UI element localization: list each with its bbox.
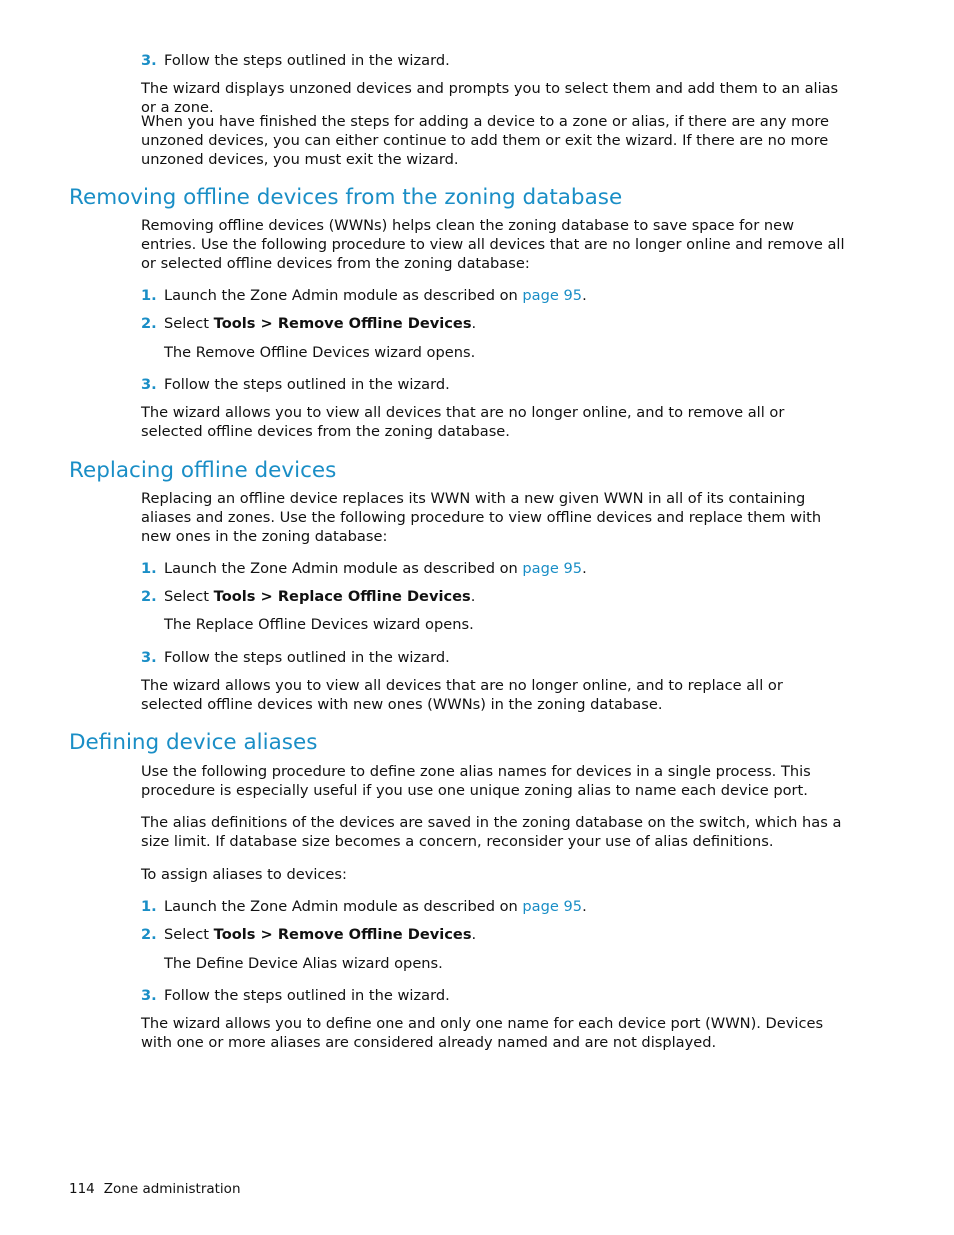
section-title-removing: Removing offline devices from the zoning database: [69, 185, 623, 210]
step-text: Launch the Zone Admin module as described on page 95.: [164, 560, 587, 577]
step-text: Launch the Zone Admin module as described on page 95.: [164, 898, 587, 915]
footer-section-title: Zone administration: [103, 1181, 241, 1197]
step-text: Select Tools > Remove Offline Devices.: [164, 926, 477, 943]
step-number: 1.: [141, 898, 157, 915]
section-title-replacing: Replacing offline devices: [69, 458, 337, 483]
menu-path: Tools > Remove Offline Devices: [213, 926, 472, 943]
page-link[interactable]: page 95: [522, 898, 583, 915]
step-text: Follow the steps outlined in the wizard.: [164, 52, 450, 69]
step-text: Follow the steps outlined in the wizard.: [164, 987, 450, 1004]
removing-note: The Remove Offline Devices wizard opens.: [164, 344, 476, 361]
aliases-paragraph-1: Use the following procedure to define zone alias names for devices in a single process. This procedure is especially useful if you use one unique zoning alias to name each device port.: [141, 763, 811, 799]
step-text: Follow the steps outlined in the wizard.: [164, 376, 450, 393]
replacing-intro: Replacing an offline device replaces its WWN with a new given WWN in all of its containing aliases and zones. Use the following procedure to view offline devices and replace them with new ones in the zoning database:: [141, 490, 822, 545]
aliases-outro: The wizard allows you to define one and only one name for each device port (WWN). Devices with one or more aliases are considered already named and are not displayed.: [141, 1015, 824, 1051]
page-link[interactable]: page 95: [522, 560, 583, 577]
aliases-paragraph-2: The alias definitions of the devices are saved in the zoning database on the switch, which has a size limit. If database size becomes a concern, reconsider your use of alias definitions.: [141, 814, 842, 850]
step-number: 2.: [141, 588, 157, 605]
step-text: Select Tools > Replace Offline Devices.: [164, 588, 476, 605]
replacing-note: The Replace Offline Devices wizard opens.: [164, 616, 474, 633]
step-number: 2.: [141, 926, 157, 943]
step-number: 3.: [141, 649, 157, 666]
replacing-outro: The wizard allows you to view all devices that are no longer online, and to replace all or selected offline devices with new ones (WWNs) in the zoning database.: [141, 677, 783, 713]
menu-path: Tools > Replace Offline Devices: [213, 588, 471, 605]
intro-paragraph-2: When you have finished the steps for adding a device to a zone or alias, if there are any more unzoned devices, you can either continue to add them or exit the wizard. If there are no more unzoned devices, you must exit the wizard.: [141, 113, 829, 168]
page-footer: [69, 1180, 241, 1198]
step-number: 3.: [141, 52, 157, 69]
aliases-paragraph-3: To assign aliases to devices:: [141, 866, 347, 883]
intro-paragraph-1: The wizard displays unzoned devices and prompts you to select them and add them to an alias or a zone.: [141, 80, 839, 116]
step-number: 3.: [141, 987, 157, 1004]
step-number: 1.: [141, 287, 157, 304]
step-text: Follow the steps outlined in the wizard.: [164, 649, 450, 666]
step-text: Select Tools > Remove Offline Devices.: [164, 315, 477, 332]
step-text: Launch the Zone Admin module as described on page 95.: [164, 287, 587, 304]
aliases-note: The Define Device Alias wizard opens.: [164, 955, 443, 972]
page-number: 114: [69, 1181, 95, 1197]
page-link[interactable]: page 95: [522, 287, 583, 304]
removing-intro: Removing offline devices (WWNs) helps clean the zoning database to save space for new entries. Use the following procedure to view all devices that are no longer online and remove all or selected offline devices from the zoning database:: [141, 217, 845, 272]
step-number: 2.: [141, 315, 157, 332]
step-number: 1.: [141, 560, 157, 577]
step-number: 3.: [141, 376, 157, 393]
section-title-aliases: Defining device aliases: [69, 730, 318, 755]
removing-outro: The wizard allows you to view all devices that are no longer online, and to remove all or selected offline devices from the zoning database.: [141, 404, 785, 440]
menu-path: Tools > Remove Offline Devices: [213, 315, 472, 332]
